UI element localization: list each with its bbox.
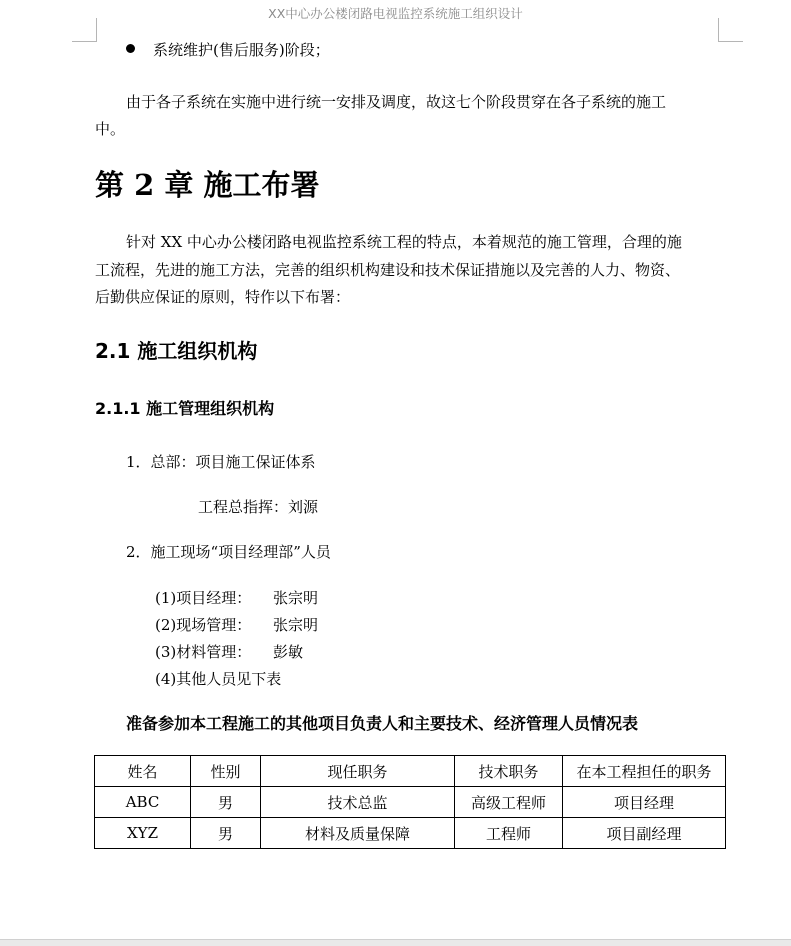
crop-mark-left (72, 18, 97, 42)
table-cell: 技术总监 (261, 787, 455, 818)
role-label: (3)材料管理： (155, 643, 252, 661)
table-cell: 项目经理 (563, 787, 726, 818)
table-row (95, 818, 726, 849)
table-header-cell: 现任职务 (261, 756, 455, 787)
table-cell: 材料及质量保障 (261, 818, 455, 849)
role-label: (2)现场管理： (155, 616, 252, 634)
table-cell: ABC (95, 787, 191, 818)
table-cell: 项目副经理 (563, 818, 726, 849)
table-caption: 准备参加本工程施工的其他项目负责人和主要技术、经济管理人员情况表 (126, 714, 639, 733)
page-header-title: XX中心办公楼闭路电视监控系统施工组织设计 (268, 6, 523, 21)
chapter-paragraph-line-2: 工流程，先进的施工方法，完善的组织机构建设和技术保证措施以及完善的人力、物资、 (95, 261, 681, 279)
intro-paragraph-line-2: 中。 (95, 120, 126, 138)
chapter-title: 第 2 章 施工布署 (95, 168, 320, 202)
list-item-site-team: 2．施工现场“项目经理部”人员 (126, 543, 331, 561)
role-label: (4)其他人员见下表 (155, 670, 282, 688)
table-cell: 高级工程师 (455, 787, 563, 818)
role-label: (1)项目经理： (155, 589, 252, 607)
table-cell: 男 (191, 787, 261, 818)
table-header-cell: 性别 (191, 756, 261, 787)
bullet-icon (126, 44, 135, 53)
table-cell: 男 (191, 818, 261, 849)
staff-table (94, 755, 726, 849)
table-cell: XYZ (95, 818, 191, 849)
role-name: 张宗明 (273, 589, 319, 607)
chapter-paragraph-line-1: 针对 XX 中心办公楼闭路电视监控系统工程的特点，本着规范的施工管理，合理的施 (126, 233, 682, 251)
chief-commander-line: 工程总指挥：刘源 (198, 498, 319, 516)
chapter-paragraph-line-3: 后勤供应保证的原则，特作以下布署： (95, 288, 351, 306)
table-header-cell: 技术职务 (455, 756, 563, 787)
table-cell: 工程师 (455, 818, 563, 849)
intro-paragraph-line-1: 由于各子系统在实施中进行统一安排及调度，故这七个阶段贯穿在各子系统的施工 (126, 93, 667, 111)
subsection-title: 2.1.1 施工管理组织机构 (95, 399, 275, 418)
table-row (95, 787, 726, 818)
role-name: 张宗明 (273, 616, 319, 634)
table-header-cell: 姓名 (95, 756, 191, 787)
role-name: 彭敏 (273, 643, 304, 661)
table-header-row (95, 756, 726, 787)
section-title: 2.1 施工组织机构 (95, 339, 258, 363)
table-header-cell: 在本工程担任的职务 (563, 756, 726, 787)
bullet-item-text: 系统维护(售后服务)阶段； (153, 41, 330, 59)
crop-mark-right (718, 18, 743, 42)
list-item-headquarters: 1．总部：项目施工保证体系 (126, 453, 316, 471)
